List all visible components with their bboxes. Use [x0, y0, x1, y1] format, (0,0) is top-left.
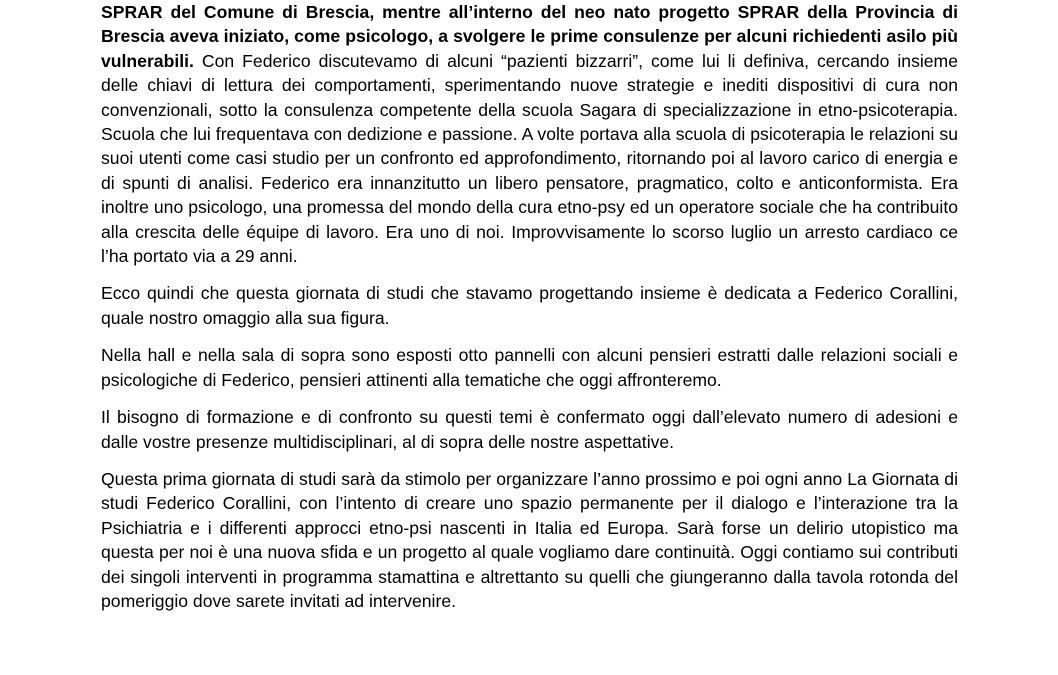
paragraph-1	[101, 0, 958, 268]
paragraph-1-bold-lead: SPRAR del Comune di Brescia, mentre all’interno del neo nato progetto SPRAR della Provincia di Brescia aveva iniziato, come psicologo, a svolgere le prime consulenze per alcuni richiedenti asilo più vulnerabili.	[101, 2, 958, 71]
paragraph-5: Questa prima giornata di studi sarà da stimolo per organizzare l’anno prossimo e poi ogni anno La Giornata di studi Federico Corallini, con l’intento di creare uno spazio permanente per il dialogo e l’interazione tra la Psichiatria e i differenti approcci etno-psi nascenti in Italia ed Europa. Sarà forse un delirio utopistico ma questa per noi è una nuova sfida e un progetto al quale vogliamo dare continuità. Oggi contiamo sui contributi dei singoli interventi in programma stamattina e altrettanto su quelli che giungeranno dalla tavola rotonda del pomeriggio dove sarete invitati ad intervenire.	[101, 468, 958, 611]
paragraph-4: Il bisogno di formazione e di confronto su questi temi è confermato oggi dall’elevato numero di adesioni e dalle vostre presenze multidisciplinari, al di sopra delle nostre aspettative.	[101, 407, 958, 452]
document-page	[101, 0, 958, 626]
paragraph-3: Nella hall e nella sala di sopra sono esposti otto pannelli con alcuni pensieri estratti dalle relazioni sociali e psicologiche di Federico, pensieri attinenti alla tematiche che oggi affronteremo.	[101, 345, 958, 390]
paragraph-2: Ecco quindi che questa giornata di studi che stavamo progettando insieme è dedicata a Federico Corallini, quale nostro omaggio alla sua figura.	[101, 283, 958, 328]
paragraph-1-text: Con Federico discutevamo di alcuni “pazienti bizzarri”, come lui li definiva, cercando insieme delle chiavi di lettura dei comportamenti, sperimentando nuove strategie e inediti dispositivi di cura non convenzionali, sotto la consulenza competente della scuola Sagara di specializzazione in etno-psicoterapia. Scuola che lui frequentava con dedizione e passione. A volte portava alla scuola di psicoterapia le relazioni su suoi utenti come casi studio per un confronto ed approfondimento, ritornando poi al lavoro carico di energia e di spunti di analisi. Federico era innanzitutto un libero pensatore, pragmatico, colto e anticonformista. Era inoltre uno psicologo, una promessa del mondo della cura etno-psy ed un operatore sociale che ha contribuito alla crescita delle équipe di lavoro. Era uno di noi. Improvvisamente lo scorso luglio un arresto cardiaco ce l’ha portato via a 29 anni.	[101, 50, 958, 267]
